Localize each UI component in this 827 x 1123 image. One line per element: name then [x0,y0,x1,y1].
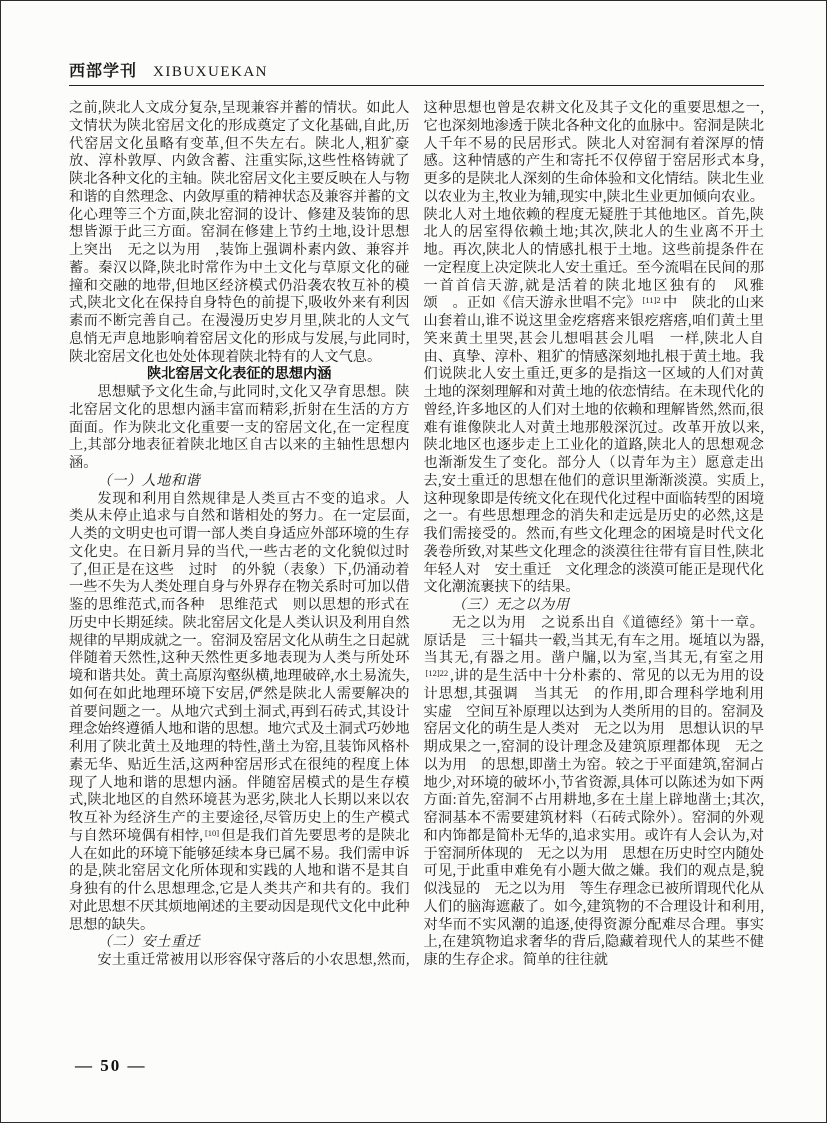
journal-title-cn: 西部学刊 [69,63,138,80]
article-body [69,100,779,970]
header-rule [69,85,764,86]
section-heading: 陕北窑居文化表征的思想内涵 [147,366,332,383]
journal-title-romanized: XIBUXUEKAN [153,64,269,80]
paragraph-continued: 之前,陕北人文成分复杂,呈现兼容并蓄的情状。如此人文情状为陕北窑居文化的形成奠定了文化基础,自此,历代窑居文化虽略有变革,但不失左右。陕北人,粗犷豪放、淳朴敦厚、内敛含蓄、注重实际,这些性格铸就了陕北各种文化的主轴。陕北窑居文化主要反映在人与物和谐的自然理念、内敛厚重的精神状态及兼容并蓄的文化心理等三个方面,陕北窑洞的设计、修建及装饰的思想皆源于此三方面。窑洞在修建上节约土地,设计思想上突出 无之以为用 ,装饰上强调朴素内敛、兼容并蓄。秦汉以降,陕北时常作为中土文化与草原文化的碰撞和交融的地带,但地区经济模式仍沿袭农牧互补的模式,陕北文化在保持自身特色的前提下,吸收外来有利因素而不断完善自己。在漫漫历史岁月里,陕北的人文气息悄无声息地影响着窑居文化的形成与发展,与此同时,陕北窑居文化也处处体现着陕北特有的人文气息。 [69,100,410,365]
paragraph-sub3: 无之以为用 之说系出自《道德经》第十一章。原话是 三十辐共一毂,当其无,有车之用。埏埴以为器,当其无,有器之用。凿户牖,以为室,当其无,有室之用 $^{[12]22}$ ,讲的是生活中十分朴素的、常见的以无为用的设计思想,其强调 当其无 的作用,即合理科学地利用 实虚 空间互补原理以达到为人类所用的目的。窑洞及窑居文化的萌生是人类对 无之以为用 思想认识的早期成果之一,窑洞的设计理念及建筑原理都体现 无之以为用 的思想,即凿土为窑。较之于平面建筑,窑洞占地少,对环境的破坏小,节省资源,具体可以陈述为如下两方面:首先,窑洞不占用耕地,多在土崖上辟地凿土;其次,窑洞基本不需要建筑材料（石砖式除外）。窑洞的外观和内饰都是简朴无华的,追求实用。或许有人会认为,对于窑洞所体现的 无之以为用 思想在历史时空内随处可见,于此重申难免有小题大做之嫌。我们的观点是,貌似浅显的 无之以为用 等生存理念已被所谓现代化从人们的脑海遮蔽了。如今,建筑物的不合理设计和利用,对华而不实风潮的追逐,使得资源分配难尽合理。事实上,在建筑物追求奢华的背后,隐藏着现代人的某些不健康的生存企求。简单的往往就 [423,614,779,968]
subsection-heading-1: （一）人地和谐 [97,472,201,489]
journal-header [69,58,764,81]
page-number: — 50 — [75,1056,147,1075]
subsection-heading-3: （三）无之以为用 [451,597,570,613]
right-column [423,100,779,970]
paragraph-sub1: 发现和利用自然规律是人类亘古不变的追求。人类从未停止追求与自然和谐相处的努力。在一定层面,人类的文明史也可谓一部人类自身适应外部环境的生存文化史。在日新月异的当代,一些古老的文化貌似过时了,但正是在这些 过时 的外貌（表象）下,仍涌动着一些不失为人类处理自身与外界存在物关系时可加以借鉴的思维范式,而各种 思维范式 则以思想的形式在历史中长期延续。陕北窑居文化是人类认识及利用自然规律的早期成就之一。窑洞及窑居文化从萌生之日起就伴随着天然性,这种天然性更多地表现为人类与所处环境和谐共处。黄土高原沟壑纵横,地理破碎,水土易流失,如何在如此地理环境下安居,俨然是陕北人需要解决的首要问题之一。从地穴式到土洞式,再到石砖式,其设计理念始终遵循人地和谐的思想。地穴式及土洞式巧妙地利用了陕北黄土及地理的特性,凿土为窑,且装饰风格朴素无华、贴近生活,这两种窑居形式在很纯的程度上体现了人地和谐的思想内涵。伴随窑居模式的是生存模式,陕北地区的自然环境甚为恶劣,陕北人长期以来以农牧互补为经济生产的主要途径,尽管历史上的生产模式与自然环境偶有相悖, [10] 但是我们首先要思考的是陕北人在如此的环境下能够延续本身已属不易。我们需申诉的是,陕北窑居文化所体现和实践的人地和谐不是其自身独有的什么思想理念,它是人类共产和共有的。我们对此思想不厌其烦地阐述的主要动因是现代文化中此种思想的缺失。 [69,490,410,933]
paragraph-intro: 思想赋予文化生命,与此同时,文化又孕育思想。陕北窑居文化的思想内涵丰富而精彩,折射在生活的方方面面。作为陕北文化重要一支的窑居文化,在一定程度上,其部分地表征着陕北地区自古以来的主轴性思想内涵。 [69,384,410,471]
left-column [69,100,410,970]
paragraph-sub2-start: 安土重迁常被用以形容保守落后的小农思想,然而, [97,952,410,968]
subsection-heading-2: （二）安土重迁 [97,934,201,951]
paragraph-sub2-continued: 这种思想也曾是农耕文化及其子文化的重要思想之一,它也深刻地渗透于陕北各种文化的血脉中。窑洞是陕北人千年不易的民居形式。陕北人对窑洞有着深厚的情感。这种情感的产生和寄托不仅停留于窑居形式本身,更多的是陕北人深刻的生命体验和文化情结。陕北生业以农业为主,牧业为辅,现实中,陕北生业更加倾向农业。陕北人对土地依赖的程度无疑胜于其他地区。首先,陕北人的居室得依赖土地;其次,陕北人的生业离不开土地。再次,陕北人的情感扎根于土地。这些前提条件在一定程度上决定陕北人安土重迁。至今流唱在民间的那一首首信天游,就是活着的陕北地区独有的 风雅颂 。正如《信天游永世唱不完》 $^{[11]2}$ 中 陕北的山来山套着山,谁不说这里金疙瘩瘩来银疙瘩瘩,咱们黄土里笑来黄土里哭,甚会儿想唱甚会儿唱 一样,陕北人自由、真挚、淳朴、粗犷的情感深刻地扎根于黄土地。我们说陕北人安土重迁,更多的是指这一区域的人们对黄土地的深刻理解和对黄土地的依恋情结。在未现代化的曾经,许多地区的人们对土地的依赖和理解皆然,然而,很难有谁像陕北人对黄土地那般深沉过。改革开放以来,陕北地区也逐步走上工业化的道路,陕北人的思想观念也渐渐发生了变化。部分人（以青年为主）愿意走出去,安土重迁的思想在他们的意识里渐渐淡漠。实质上,这种现象即是传统文化在现代化过程中面临转型的困境之一。有些思想理念的消失和走远是历史的必然,这是我们需接受的。然而,有些文化理念的困境是时代文化袭卷所致,对某些文化理念的淡漠往往带有盲目性,陕北年轻人对 安土重迁 文化理念的淡漠可能正是现代化文化潮流裹挟下的结果。 [423,100,765,596]
